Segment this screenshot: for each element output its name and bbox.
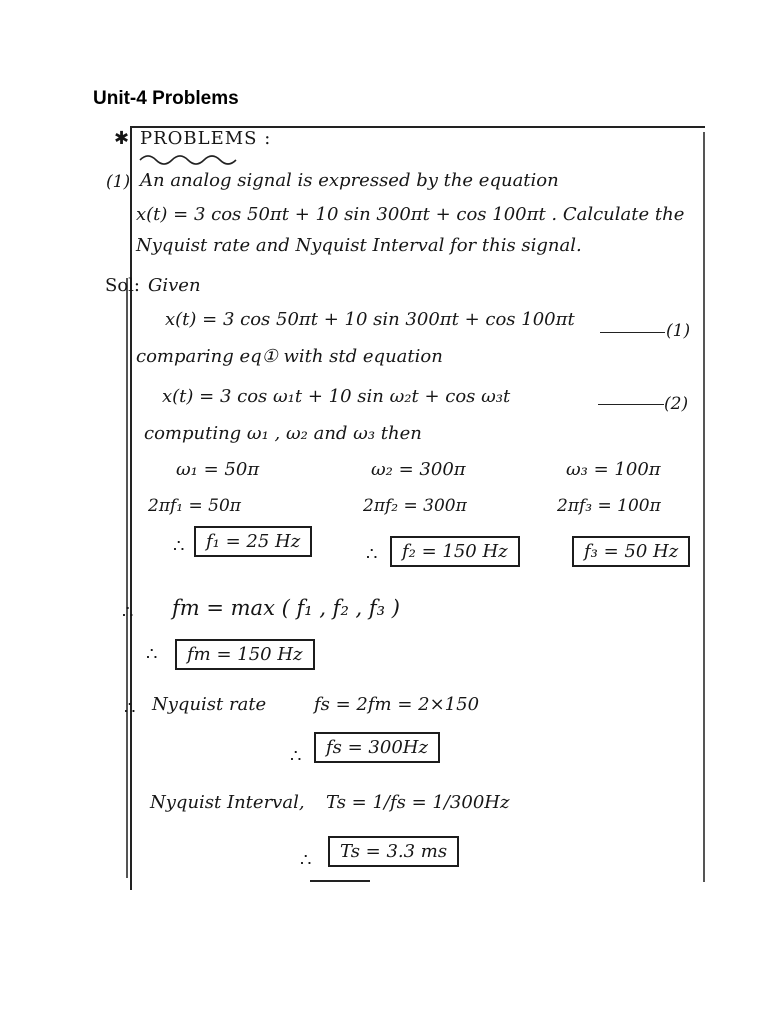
f3-result-box: f₃ = 50 Hz <box>572 536 690 567</box>
therefore-fm-def: ∴ <box>122 602 134 623</box>
therefore-f2: ∴ <box>366 544 378 565</box>
omega-2: ω₂ = 300π <box>371 459 466 480</box>
problems-title: PROBLEMS : <box>140 128 272 149</box>
solution-label: Sol: <box>105 275 140 296</box>
eq-ref-leader-2 <box>598 404 664 405</box>
two-pi-f3: 2πf₃ = 100π <box>557 496 661 516</box>
eq-ref-1: (1) <box>666 321 691 341</box>
ts-result-box: Ts = 3.3 ms <box>328 836 459 867</box>
statement-line-3: Nyquist rate and Nyquist Interval for this signal. <box>136 235 582 256</box>
omega-1: ω₁ = 50π <box>176 459 260 480</box>
bottom-stroke <box>310 880 370 882</box>
left-margin-line <box>130 126 132 890</box>
given-equation: x(t) = 3 cos 50πt + 10 sin 300πt + cos 100πt <box>165 309 575 330</box>
therefore-nyquist-rate: ∴ <box>124 698 136 719</box>
therefore-fm-result: ∴ <box>146 644 158 665</box>
statement-line-2: x(t) = 3 cos 50πt + 10 sin 300πt + cos 100πt . Calculate the <box>136 204 685 225</box>
problem-number: (1) <box>106 172 131 192</box>
handwritten-notes-scan <box>100 118 710 888</box>
therefore-fs-result: ∴ <box>290 746 302 767</box>
given-label: Given <box>148 275 201 296</box>
computing-text: computing ω₁ , ω₂ and ω₃ then <box>144 423 422 444</box>
fm-result-box: fm = 150 Hz <box>175 639 315 670</box>
eq-ref-2: (2) <box>664 394 689 414</box>
nyquist-interval-expression: Ts = 1/fs = 1/300Hz <box>326 792 510 813</box>
statement-line-1: An analog signal is expressed by the equation <box>140 170 559 191</box>
two-pi-f1: 2πf₁ = 50π <box>148 496 241 516</box>
eq-ref-leader-1 <box>600 332 665 333</box>
inner-margin-line <box>126 278 128 878</box>
nyquist-rate-expression: fs = 2fm = 2×150 <box>314 694 480 715</box>
nyquist-interval-label: Nyquist Interval, <box>150 792 305 813</box>
right-border-line <box>703 132 705 882</box>
omega-3: ω₃ = 100π <box>566 459 661 480</box>
title-underline-squiggle <box>138 152 238 166</box>
page-heading: Unit-4 Problems <box>93 88 239 109</box>
fm-definition: fm = max ( f₁ , f₂ , f₃ ) <box>172 596 400 620</box>
fs-result-box: fs = 300Hz <box>314 732 440 763</box>
therefore-f1: ∴ <box>173 536 185 557</box>
comparing-text: comparing eq① with std equation <box>136 346 443 367</box>
two-pi-f2: 2πf₂ = 300π <box>363 496 467 516</box>
f2-result-box: f₂ = 150 Hz <box>390 536 520 567</box>
asterisk-mark: ✱ <box>114 128 130 149</box>
std-equation: x(t) = 3 cos ω₁t + 10 sin ω₂t + cos ω₃t <box>162 386 511 407</box>
f1-result-box: f₁ = 25 Hz <box>194 526 312 557</box>
nyquist-rate-label: Nyquist rate <box>152 694 267 715</box>
therefore-ts-result: ∴ <box>300 850 312 871</box>
